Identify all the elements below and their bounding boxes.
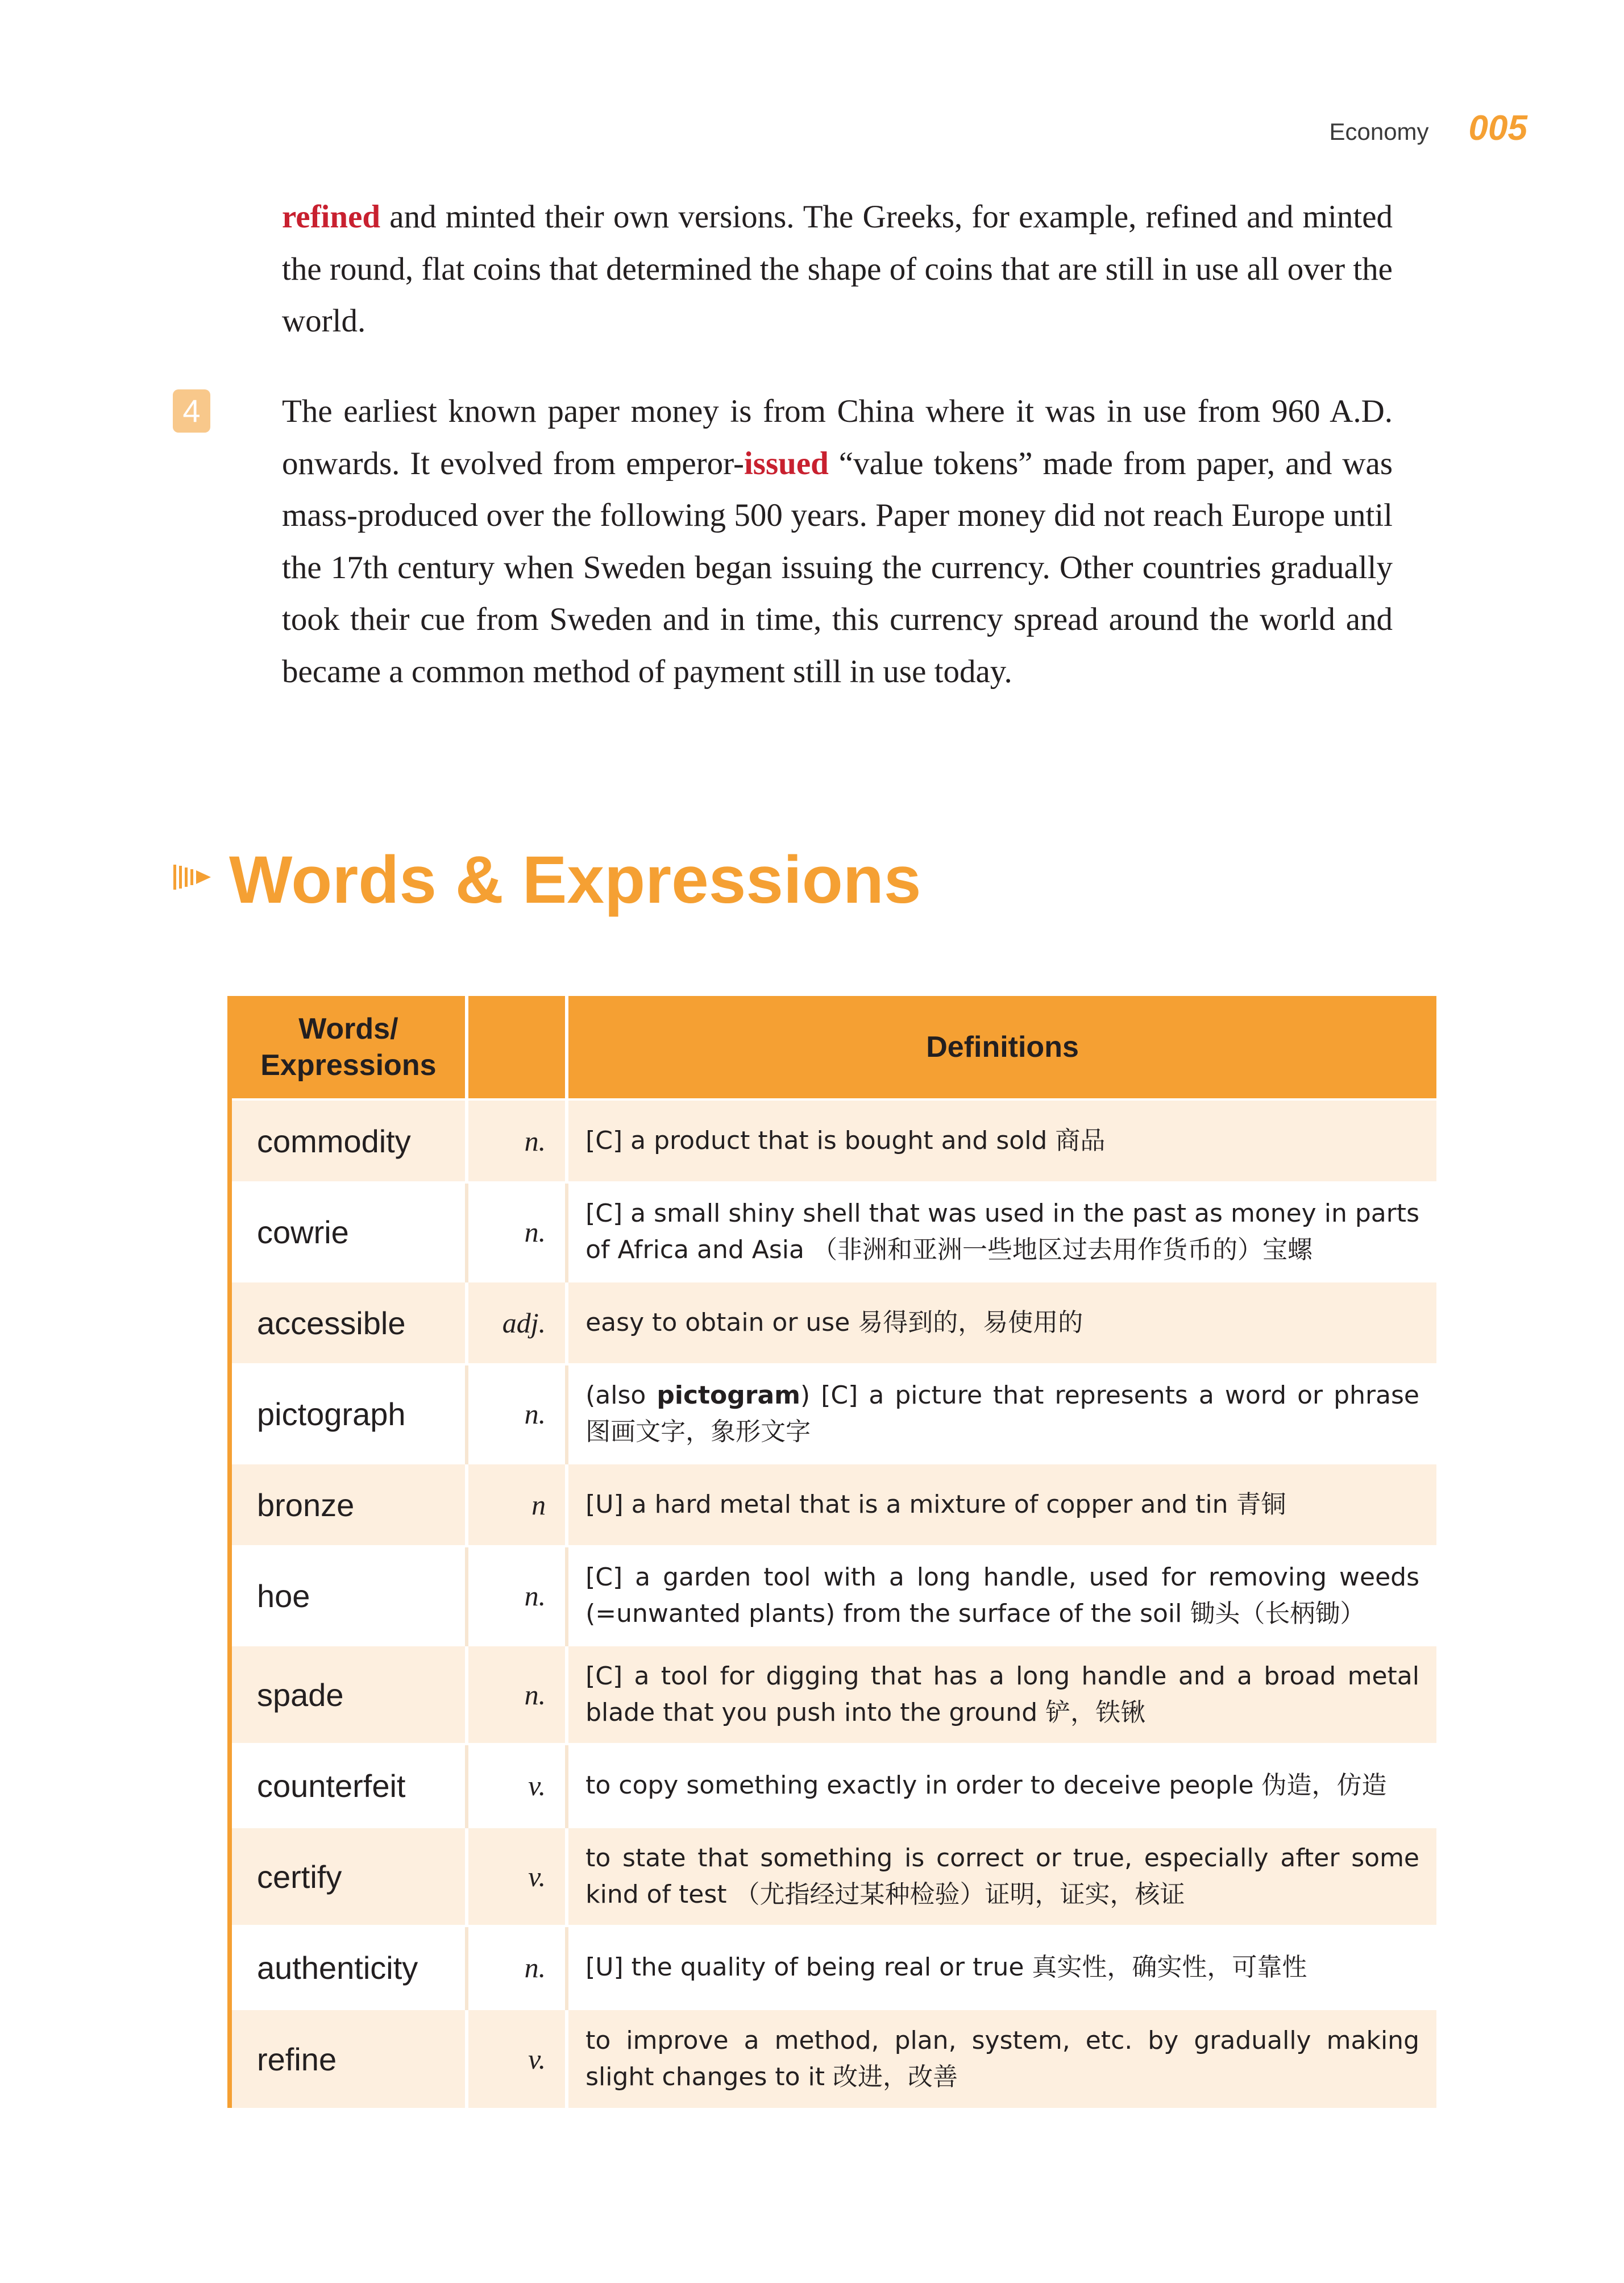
table-row: [230, 1744, 1436, 1827]
word-cell: pictograph: [230, 1364, 467, 1463]
word-cell: bronze: [230, 1463, 467, 1546]
table-row: [230, 1281, 1436, 1364]
pos-cell: adj.: [467, 1281, 567, 1364]
pos-cell: v.: [467, 1827, 567, 1926]
section-arrow-icon: [173, 858, 211, 896]
table-row: [230, 1645, 1436, 1744]
definition-cell: [C] a product that is bought and sold 商品: [567, 1099, 1436, 1182]
table-row: [230, 1546, 1436, 1645]
word-cell: refine: [230, 2009, 467, 2108]
section-title: Words & Expressions: [229, 842, 921, 918]
table-row: [230, 1364, 1436, 1463]
pos-cell: n.: [467, 1099, 567, 1182]
word-cell: hoe: [230, 1546, 467, 1645]
paragraph-text-after: “value tokens” made from paper, and was mass-produced over the following 500 years. Paper money did not reach Europe until the 17th century when Sweden began issuing the currency. Other countries gradually took their cue from Sweden and in time, this currency spread around the world and became a common method of payment still in use today.: [282, 445, 1393, 690]
pos-cell: n: [467, 1463, 567, 1546]
word-cell: authenticity: [230, 1926, 467, 2009]
pos-cell: n.: [467, 1546, 567, 1645]
definition-cell: [C] a small shiny shell that was used in the past as money in parts of Africa and Asia （非洲和亚洲一些地区过去用作货币的）宝螺: [567, 1182, 1436, 1281]
paragraph-number-badge: 4: [173, 389, 210, 433]
definition-cell: easy to obtain or use 易得到的，易使用的: [567, 1281, 1436, 1364]
definition-cell: [U] a hard metal that is a mixture of copper and tin 青铜: [567, 1463, 1436, 1546]
paragraph-text-before: The earliest known paper money is from China where it was in use from 960 A.D. onwards. It evolved from emperor-: [282, 393, 1393, 481]
definition-cell: to state that something is correct or true, especially after some kind of test （尤指经过某种检验）证明，证实，核证: [567, 1827, 1436, 1926]
table-row: [230, 1926, 1436, 2009]
definition-cell: [U] the quality of being real or true 真实性，确实性，可靠性: [567, 1926, 1436, 2009]
paragraph-4: [282, 385, 1393, 698]
table-row: [230, 1827, 1436, 1926]
table-row: [230, 1099, 1436, 1182]
definition-suffix: ) [C] a picture that represents a word or phrase 图画文字，象形文字: [585, 1381, 1420, 1446]
definition-prefix: (also: [585, 1381, 657, 1410]
table-row: [230, 2009, 1436, 2108]
header-definitions: Definitions: [567, 996, 1436, 1099]
highlighted-keyword: issued: [744, 445, 829, 481]
pos-cell: n.: [467, 1182, 567, 1281]
table-row: [230, 1182, 1436, 1281]
pos-cell: v.: [467, 2009, 567, 2108]
paragraph-continued: [282, 191, 1393, 347]
definition-cell: to copy something exactly in order to deceive people 伪造，仿造: [567, 1744, 1436, 1827]
pos-cell: v.: [467, 1744, 567, 1827]
definition-variant-term: pictogram: [657, 1381, 801, 1410]
running-section-title: Economy: [1329, 118, 1429, 145]
pos-cell: n.: [467, 1926, 567, 2009]
definition-cell: [C] a tool for digging that has a long handle and a broad metal blade that you push into the ground 铲，铁锹: [567, 1645, 1436, 1744]
highlighted-keyword: refined: [282, 199, 381, 235]
word-cell: certify: [230, 1827, 467, 1926]
definition-cell: [567, 1364, 1436, 1463]
definition-cell: to improve a method, plan, system, etc. by gradually making slight changes to it 改进，改善: [567, 2009, 1436, 2108]
pos-cell: n.: [467, 1364, 567, 1463]
word-cell: accessible: [230, 1281, 467, 1364]
word-cell: spade: [230, 1645, 467, 1744]
paragraph-text: and minted their own versions. The Greeks, for example, refined and minted the round, flat coins that determined the shape of coins that are still in use all over the world.: [282, 199, 1393, 339]
word-cell: cowrie: [230, 1182, 467, 1281]
vocabulary-table: [227, 996, 1436, 2108]
word-cell: commodity: [230, 1099, 467, 1182]
table-header-row: [230, 996, 1436, 1099]
page-number: 005: [1468, 109, 1527, 148]
page-header: [1329, 108, 1527, 148]
word-cell: counterfeit: [230, 1744, 467, 1827]
header-part-of-speech: [467, 996, 567, 1099]
table-row: [230, 1463, 1436, 1546]
header-words: Words/ Expressions: [230, 996, 467, 1099]
definition-cell: [C] a garden tool with a long handle, used for removing weeds (=unwanted plants) from the surface of the soil 锄头（长柄锄）: [567, 1546, 1436, 1645]
pos-cell: n.: [467, 1645, 567, 1744]
